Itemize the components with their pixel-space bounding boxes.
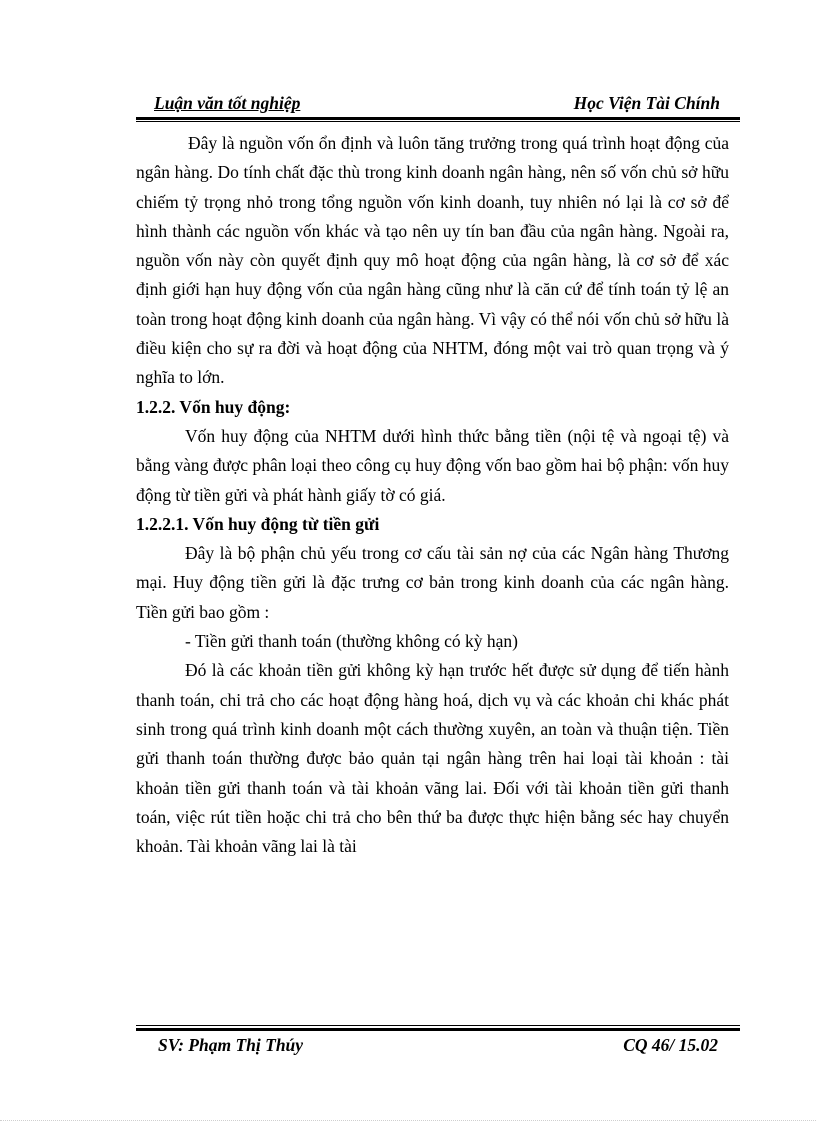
paragraph-equity-capital: Đây là nguồn vốn ổn định và luôn tăng trưởng trong quá trình hoạt động của ngân hàng. Do tính chất đặc thù trong kinh doanh ngân hàng, nên số vốn chủ sở hữu chiếm tỷ trọng nhỏ trong tổng nguồn vốn kinh doanh, tuy nhiên nó lại là cơ sở để hình thành các nguồn vốn khác và tạo nên uy tín ban đầu của ngân hàng. Ngoài ra, nguồn vốn này còn quyết định quy mô hoạt động của ngân hàng, là cơ sở để xác định giới hạn huy động vốn của ngân hàng cũng như là căn cứ để tính toán tỷ lệ an toàn trong hoạt động kinh doanh của ngân hàng. Vì vậy có thể nói vốn chủ sở hữu là điều kiện cho sự ra đời và hoạt động của NHTM, đóng một vai trò quan trọng và ý nghĩa to lớn. [136, 133, 729, 388]
subsection-heading-deposits: 1.2.2.1. Vốn huy động từ tiền gửi [136, 513, 380, 534]
footer-class-code: CQ 46/ 15.02 [623, 1035, 718, 1055]
paragraph-deposits: Đây là bộ phận chủ yếu trong cơ cấu tài sản nợ của các Ngân hàng Thương mại. Huy động tiền gửi là đặc trưng cơ bản trong kinh doanh của các ngân hàng. Tiền gửi bao gồm : [136, 543, 729, 622]
page-footer [136, 1035, 740, 1057]
header-rule-thick [136, 117, 740, 120]
page-body [136, 129, 729, 861]
page-break-line [0, 1120, 816, 1121]
footer-student-name: SV: Phạm Thị Thúy [158, 1035, 304, 1055]
header-rule-thin [136, 121, 740, 122]
header-institution: Học Viện Tài Chính [573, 93, 720, 113]
footer-rule-thin [136, 1025, 740, 1026]
paragraph-demand-deposits: Đó là các khoản tiền gửi không kỳ hạn trước hết được sử dụng để tiến hành thanh toán, chi trả cho các hoạt động hàng hoá, dịch vụ và các khoản chi khác phát sinh trong quá trình kinh doanh một cách thường xuyên, an toàn và thuận tiện. Tiền gửi thanh toán thường được bảo quản tại ngân hàng trên hai loại tài khoản : tài khoản tiền gửi thanh toán và tài khoản vãng lai. Đối với tài khoản tiền gửi thanh toán, việc rút tiền hoặc chi trả cho bên thứ ba được thực hiện bằng séc hay chuyển khoản. Tài khoản vãng lai là tài [136, 660, 729, 857]
paragraph-mobilized-capital: Vốn huy động của NHTM dưới hình thức bằng tiền (nội tệ và ngoại tệ) và bằng vàng được phân loại theo công cụ huy động vốn bao gồm hai bộ phận: vốn huy động từ tiền gửi và phát hành giấy tờ có giá. [136, 425, 729, 505]
list-item-payment-deposits: - Tiền gửi thanh toán (thường không có kỳ hạn) [185, 631, 518, 652]
section-heading-mobilized-capital: 1.2.2. Vốn huy động: [136, 396, 291, 417]
page-header [136, 93, 740, 115]
header-thesis-label: Luận văn tốt nghiệp [154, 93, 301, 113]
footer-rule-thick [136, 1028, 740, 1031]
